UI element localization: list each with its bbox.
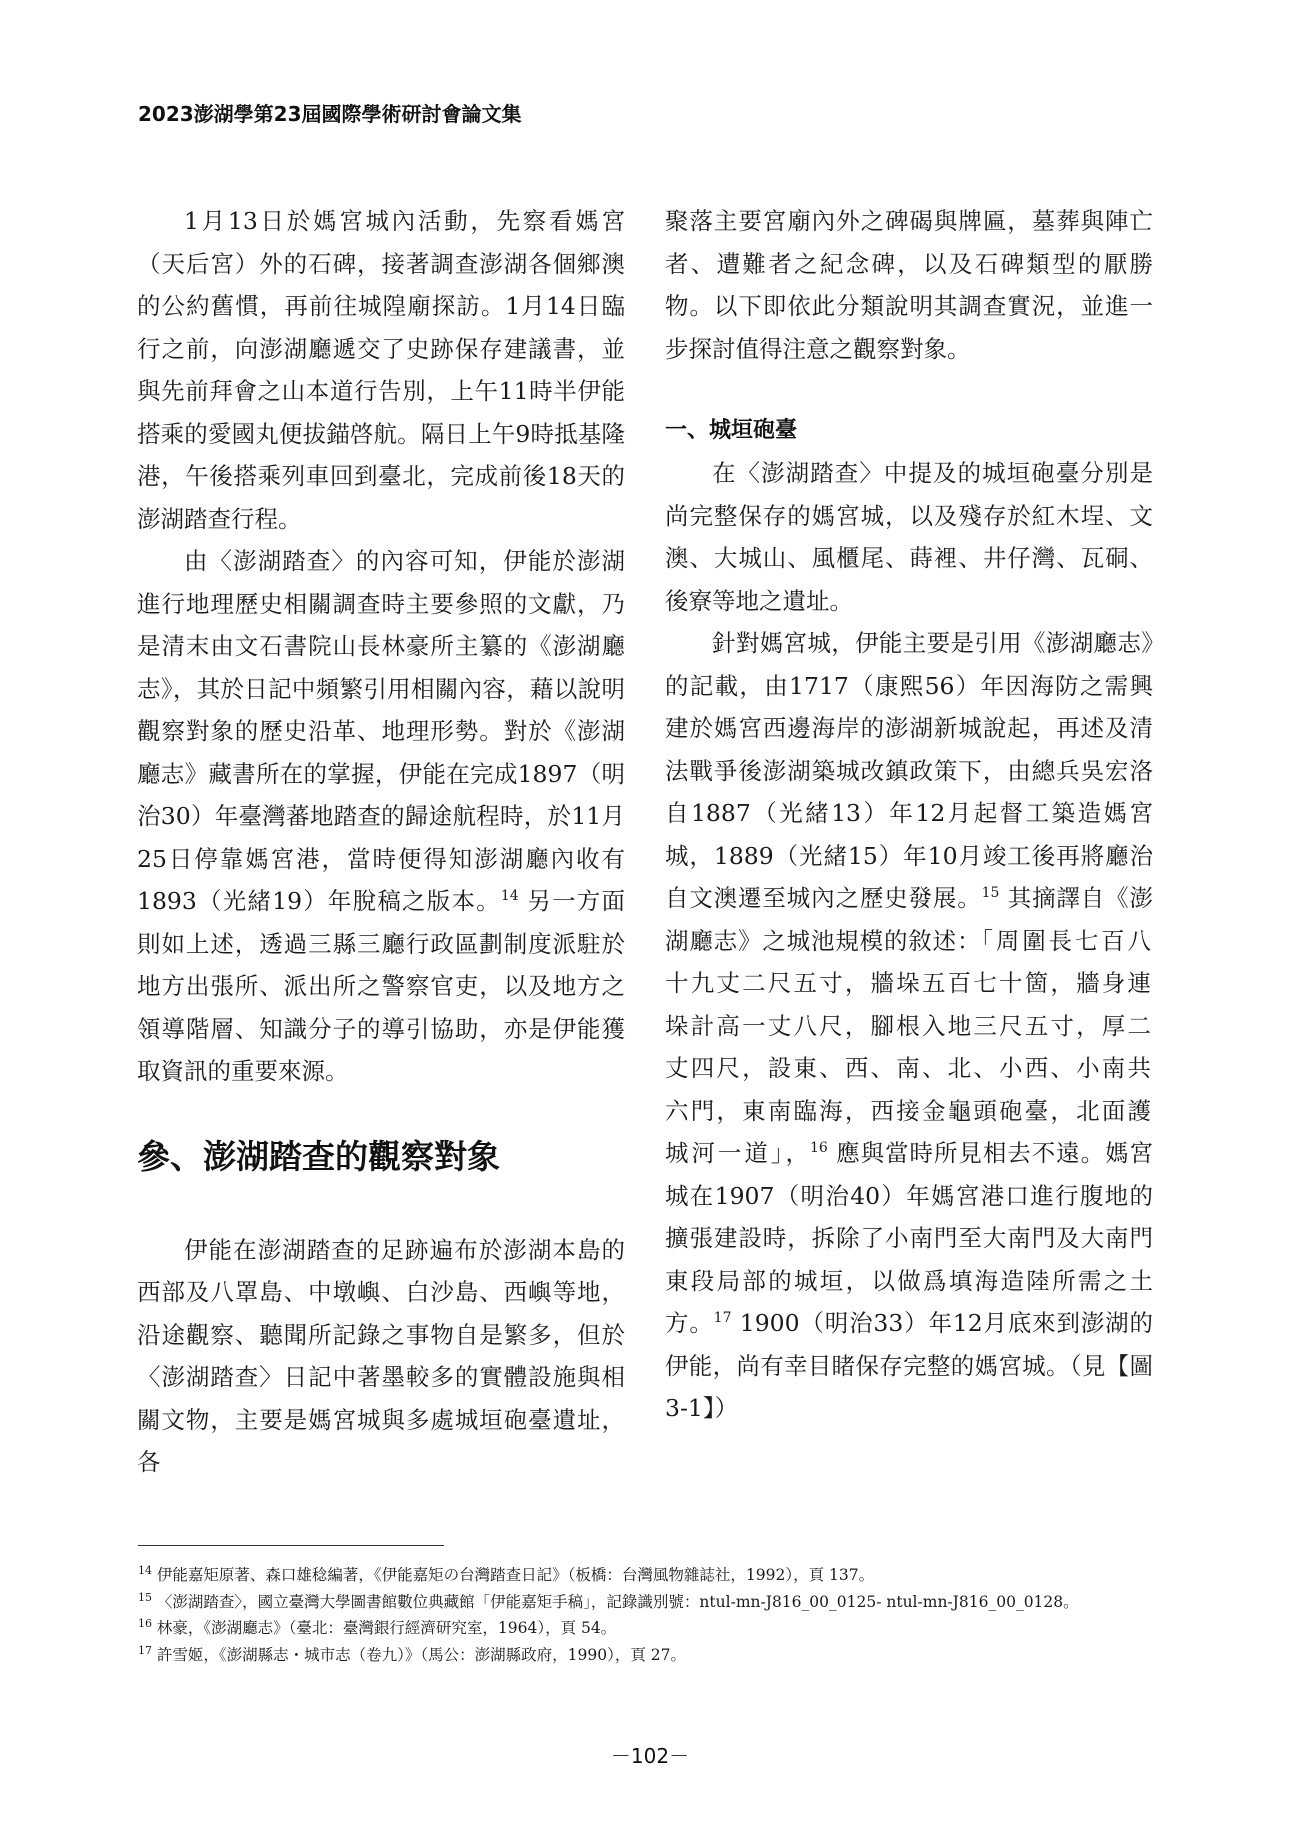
footnote-16 (138, 1613, 1158, 1640)
body-paragraph (665, 622, 1153, 1430)
left-column (137, 200, 625, 1484)
body-paragraph: 1月13日於媽宮城內活動，先察看媽宮（天后宮）外的石碑，接著調查澎湖各個鄉澳的公約舊慣，再前往城隍廟探訪。1月14日臨行之前，向澎湖廳遞交了史跡保存建議書，並與先前拜會之山本道行告別，上午11時半伊能搭乘的愛國丸便拔錨啓航。隔日上午9時抵基隆港，午後搭乘列車回到臺北，完成前後18天的澎湖踏查行程。 (137, 207, 625, 533)
paragraph-text: 針對媽宮城，伊能主要是引用《澎湖廳志》的記載，由1717（康熙56）年因海防之需興建於媽宮西邊海岸的澎湖新城說起，再述及清法戰爭後澎湖築城改鎮政策下，由總兵吳宏洛自1887（光緒13）年12月起督工築造媽宮城，1889（光緒15）年10月竣工後再將廳治自文澳遷至城內之歷史發展。 (665, 629, 1153, 912)
subsection-title: 一、城垣砲臺 (665, 418, 798, 443)
paragraph-text: 由〈澎湖踏查〉的內容可知，伊能於澎湖進行地理歷史相關調查時主要參照的文獻，乃是清末由文石書院山長林豪所主纂的《澎湖廳志》，其於日記中頻繁引用相關內容，藉以說明觀察對象的歷史沿革、地理形勢。對於《澎湖廳志》藏書所在的掌握，伊能在完成1897（明治30）年臺灣蕃地踏查的歸途航程時，於11月25日停靠媽宮港，當時便得知澎湖廳內收有1893（光緒19）年脫稿之版本。 (137, 547, 625, 915)
footnote-text: 許雪姬，《澎湖縣志・城市志（卷九）》（馬公：澎湖縣政府，1990），頁 27。 (152, 1646, 687, 1665)
body-paragraph: 在〈澎湖踏查〉中提及的城垣砲臺分別是尚完整保存的媽宮城，以及殘存於紅木埕、文澳、大城山、風櫃尾、蒔裡、井仔灣、瓦硐、後寮等地之遺址。 (665, 459, 1153, 615)
quoted-passage: 「周圍長七百八十九丈二尺五寸，牆垛五百七十箇，牆身連垛計高一丈八尺，腳根入地三尺五寸，厚二丈四尺，設東、西、南、北、小西、小南共六門，東南臨海，西接金龜頭砲臺，北面護城河一道」 (665, 926, 1154, 1167)
footnote-ref-16[interactable]: 16 (809, 1140, 828, 1157)
footnote-text: 〈澎湖踏查〉，國立臺灣大學圖書館數位典藏館「伊能嘉矩手稿」，記錄識別號：ntul-mn-J816_00_0125- ntul-mn-J816_00_0128。 (152, 1592, 1079, 1611)
page-number: －102－ (610, 1744, 690, 1768)
footnote-ref-17[interactable]: 17 (713, 1310, 732, 1327)
right-column (665, 200, 1153, 1430)
footnote-number: 16 (138, 1617, 152, 1631)
paragraph-text: 1900（明治33）年12月底來到澎湖的伊能，尚有幸目睹保存完整的媽宮城。（見【圖3-1】） (665, 1309, 1153, 1422)
footnote-divider (138, 1545, 444, 1546)
footnote-17 (138, 1640, 1158, 1667)
footnote-number: 14 (138, 1564, 152, 1577)
body-paragraph: 聚落主要宮廟內外之碑碣與牌匾，墓葬與陣亡者、遭難者之紀念碑，以及石碑類型的厭勝物。以下即依此分類說明其調查實況，並進一步探討值得注意之觀察對象。 (665, 207, 1153, 363)
running-header-title: 2023澎湖學第23屆國際學術研討會論文集 (138, 102, 522, 126)
body-paragraph: 伊能在澎湖踏查的足跡遍布於澎湖本島的西部及八罩島、中墩嶼、白沙島、西嶼等地，沿途觀察、聽聞所記錄之事物自是繁多，但於〈澎湖踏查〉日記中著墨較多的實體設施與相關文物，主要是媽宮城與多處城垣砲臺遺址，各 (137, 1235, 625, 1476)
footnote-15 (138, 1587, 1158, 1614)
footnote-text: 伊能嘉矩原著、森口雄稔編著，《伊能嘉矩の台灣踏查日記》（板橋：台灣風物雜誌社，1992），頁 137。 (152, 1566, 875, 1585)
paragraph-text: 另一方面則如上述，透過三縣三廳行政區劃制度派駐於地方出張所、派出所之警察官吏，以及地方之領導階層、知識分子的導引協助，亦是伊能獲取資訊的重要來源。 (137, 887, 625, 1085)
footnote-text: 林豪，《澎湖廳志》（臺北：臺灣銀行經濟研究室，1964），頁 54。 (152, 1619, 617, 1638)
paragraph-text: 其摘譯自《澎湖廳志》之城池規模的敘述： (665, 884, 1153, 955)
paragraph-text: 應與當時所見相去不遠。媽宮城在1907（明治40）年媽宮港口進行腹地的擴張建設時，拆除了小南門至大南門及大南門東段局部的城垣，以做爲填海造陸所需之土方。 (665, 1139, 1154, 1337)
footnote-14 (138, 1560, 1158, 1587)
footnote-ref-14[interactable]: 14 (500, 888, 519, 905)
footnotes (138, 1560, 1158, 1667)
footnote-ref-15[interactable]: 15 (981, 885, 1000, 902)
body-paragraph (137, 540, 625, 1093)
paragraph-text: ， (785, 1139, 810, 1167)
footnote-number: 17 (138, 1643, 152, 1657)
section-title: 參、澎湖踏查的觀察對象 (137, 1136, 500, 1176)
footnote-number: 15 (138, 1590, 152, 1604)
